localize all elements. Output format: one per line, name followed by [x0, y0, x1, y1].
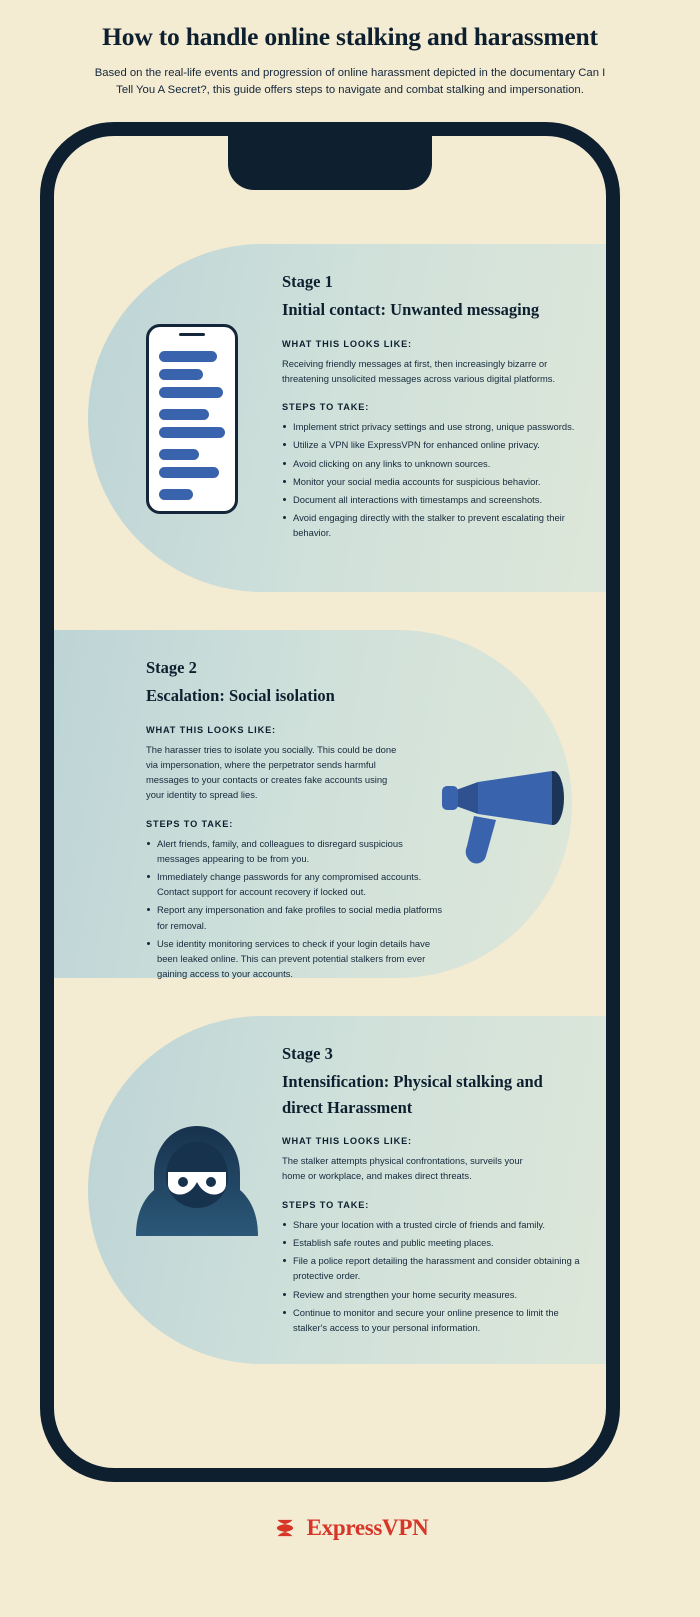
message-bubble [159, 427, 225, 438]
expressvpn-logo-icon [272, 1515, 298, 1541]
stage-3-title: Intensification: Physical stalking and direct Harassment [282, 1072, 543, 1117]
message-bubble [159, 409, 209, 420]
stage-3-number: Stage 3 [282, 1044, 333, 1063]
stage-2-looks-like-label: WHAT THIS LOOKS LIKE: [146, 724, 276, 735]
message-bubble [159, 351, 217, 362]
list-item: Report any impersonation and fake profiles to social media platforms for removal. [146, 902, 446, 932]
message-bubble [159, 489, 193, 500]
message-bubble [159, 467, 219, 478]
list-item: Establish safe routes and public meeting places. [282, 1235, 582, 1250]
message-bubble [159, 387, 223, 398]
list-item: Immediately change passwords for any compromised accounts. Contact support for account recovery if locked out. [146, 869, 446, 899]
list-item: Continue to monitor and secure your online presence to limit the stalker's access to your personal information. [282, 1305, 582, 1335]
stage-2-content [146, 658, 446, 985]
phone-screen [54, 136, 606, 1468]
list-item: Utilize a VPN like ExpressVPN for enhanced online privacy. [282, 437, 582, 452]
stage-1-number: Stage 1 [282, 272, 333, 291]
megaphone-icon [434, 756, 584, 876]
stage-2-steps-list [146, 836, 446, 982]
stage-3-looks-like-body: The stalker attempts physical confrontations, surveils your home or workplace, and makes direct threats. [282, 1155, 523, 1182]
hooded-figure-icon [132, 1120, 262, 1250]
stage-2-number: Stage 2 [146, 658, 197, 677]
list-item: Implement strict privacy settings and use strong, unique passwords. [282, 419, 582, 434]
list-item: Use identity monitoring services to check if your login details have been leaked online. This can prevent potential stalkers from ever gaining access to your accounts. [146, 936, 446, 982]
list-item: Avoid engaging directly with the stalker to prevent escalating their behavior. [282, 510, 582, 540]
stage-1-steps-label: STEPS TO TAKE: [282, 402, 370, 413]
stage-2-title: Escalation: Social isolation [146, 686, 335, 705]
infographic-header [0, 0, 700, 100]
list-item: Avoid clicking on any links to unknown sources. [282, 456, 582, 471]
stage-3-steps-label: STEPS TO TAKE: [282, 1199, 370, 1210]
stage-1-steps-list [282, 419, 582, 541]
brand-footer [0, 1515, 700, 1541]
page-subtitle: Based on the real-life events and progression of online harassment depicted in the documentary Can I Tell You A Secret?, this guide offers steps to navigate and combat stalking and impersonation. [94, 66, 606, 97]
message-bubble [159, 449, 199, 460]
stage-1-title: Initial contact: Unwanted messaging [282, 300, 540, 319]
list-item: Monitor your social media accounts for suspicious behavior. [282, 474, 582, 489]
stage-2-block [54, 630, 606, 978]
list-item: Review and strengthen your home security measures. [282, 1287, 582, 1302]
list-item: Document all interactions with timestamps and screenshots. [282, 492, 582, 507]
message-bubble [159, 369, 203, 380]
stage-3-block [54, 1016, 606, 1364]
phone-frame [40, 122, 620, 1482]
stage-3-looks-like-label: WHAT THIS LOOKS LIKE: [282, 1136, 412, 1147]
stage-3-content [282, 1044, 582, 1338]
mini-phone-notch [179, 333, 205, 336]
stage-1-looks-like-label: WHAT THIS LOOKS LIKE: [282, 338, 412, 349]
page-title: How to handle online stalking and harassment [102, 22, 598, 51]
stage-2-looks-like-body: The harasser tries to isolate you socially. This could be done via impersonation, where the perpetrator sends harmful messages to your contacts or creates fake accounts using your identity to spread lies. [146, 743, 397, 801]
stage-2-steps-label: STEPS TO TAKE: [146, 818, 234, 829]
stage-1-looks-like-body: Receiving friendly messages at first, then increasingly bizarre or threatening unsolicited messages across various digital platforms. [282, 357, 556, 384]
brand-name: ExpressVPN [306, 1515, 429, 1540]
list-item: File a police report detailing the harassment and consider obtaining a protective order. [282, 1253, 582, 1283]
list-item: Alert friends, family, and colleagues to disregard suspicious messages appearing to be from you. [146, 836, 446, 866]
phone-notch [228, 136, 432, 190]
stage-3-steps-list [282, 1217, 582, 1336]
stage-1-content [282, 272, 582, 544]
list-item: Share your location with a trusted circle of friends and family. [282, 1217, 582, 1232]
stage-1-block [54, 244, 606, 592]
phone-messages-icon [146, 324, 238, 514]
